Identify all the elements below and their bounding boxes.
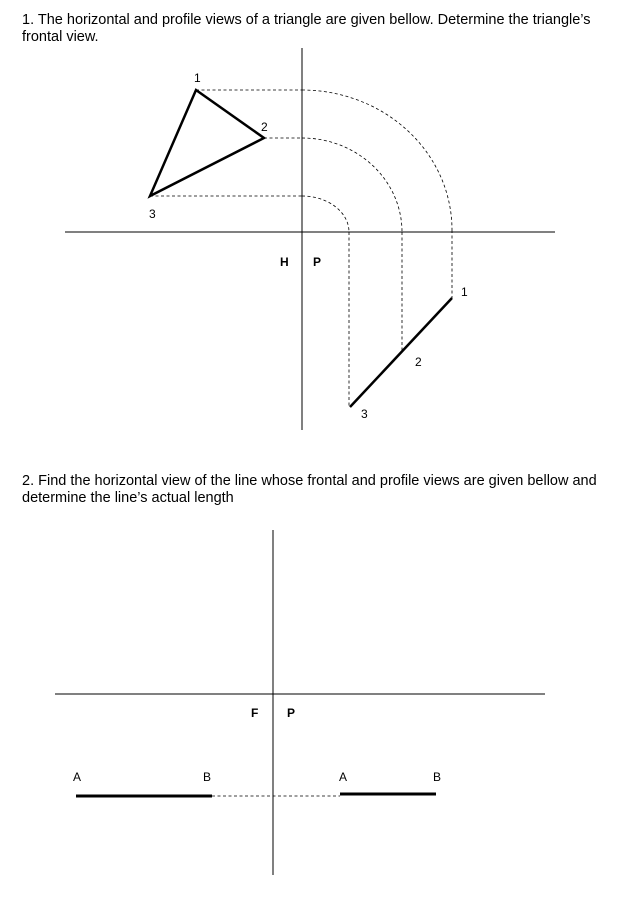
- plane-label-p2: P: [287, 706, 296, 720]
- problem-1-statement: 1. The horizontal and profile views of a triangle are given bellow. Determine the triangle’s frontal view.: [22, 12, 591, 45]
- plane-label-f: F: [251, 706, 259, 720]
- profile-view-line: [350, 298, 452, 407]
- point-2-label-profile: 2: [415, 355, 422, 369]
- problem-1-figure: [65, 48, 555, 430]
- point-b-label-frontal: B: [203, 770, 212, 784]
- point-1-label-profile: 1: [461, 285, 468, 299]
- plane-label-h: H: [280, 255, 289, 269]
- problem-2-statement: 2. Find the horizontal view of the line whose frontal and profile views are given bellow and determine the line’s actual length: [22, 473, 597, 506]
- problem-2-figure: [55, 530, 545, 875]
- plane-label-p: P: [313, 255, 322, 269]
- point-1-label-horizontal: 1: [194, 71, 201, 85]
- projection-lines: [150, 90, 452, 406]
- point-a-label-frontal: A: [73, 770, 82, 784]
- triangle-horizontal-view: [150, 90, 264, 196]
- point-3-label-profile: 3: [361, 407, 368, 421]
- point-a-label-profile: A: [339, 770, 348, 784]
- point-b-label-profile: B: [433, 770, 442, 784]
- point-2-label-horizontal: 2: [261, 120, 268, 134]
- point-3-label-horizontal: 3: [149, 207, 156, 221]
